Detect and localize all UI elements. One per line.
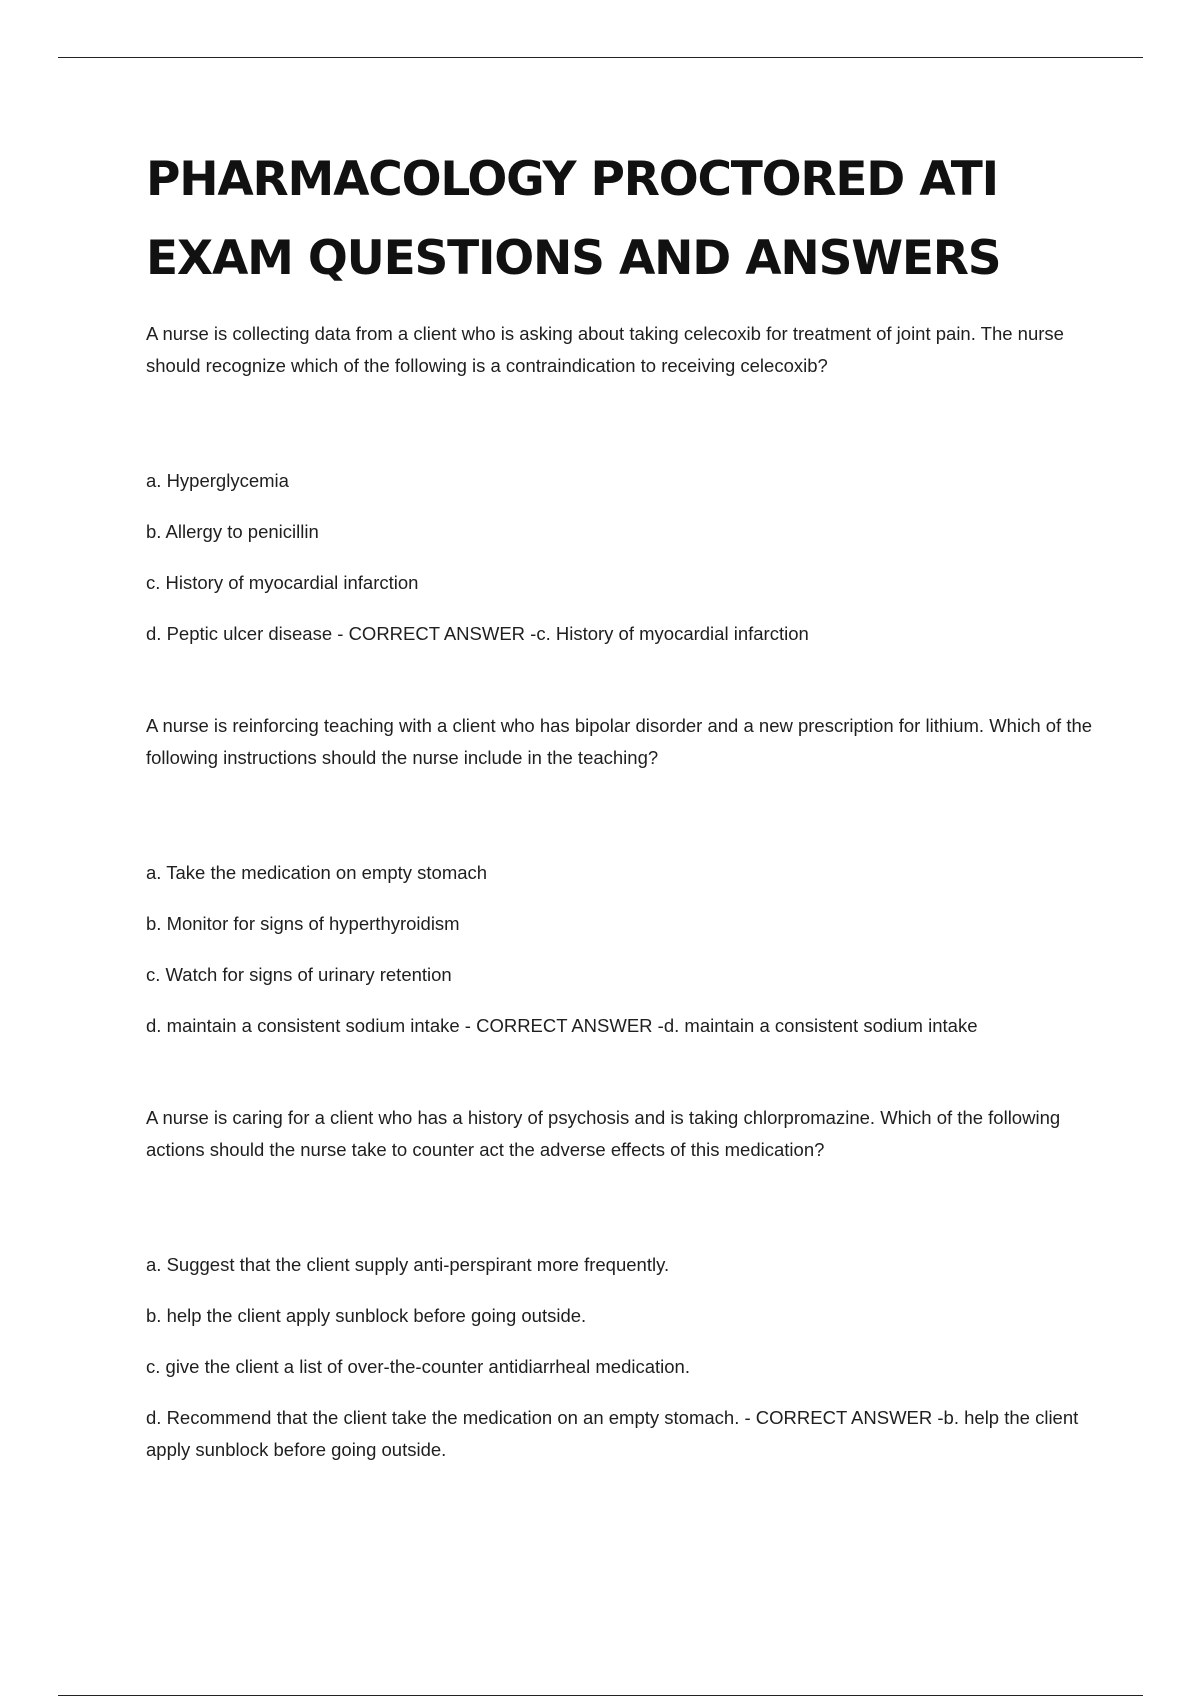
bottom-rule [58,1695,1143,1696]
question-block-3 [146,1102,1106,1466]
document-title [146,140,1106,298]
option-1c: c. History of myocardial infarction [146,572,419,593]
option-2d-with-answer: d. maintain a consistent sodium intake - CORRECT ANSWER -d. maintain a consistent sodium intake [146,1015,978,1036]
question-block-2 [146,710,1106,1042]
question-prompt-1: A nurse is collecting data from a client who is asking about taking celecoxib for treatment of joint pain. The nurse should recognize which of the following is a contraindication to receiving celecoxib? [146,323,1064,376]
option-3a: a. Suggest that the client supply anti-perspirant more frequently. [146,1254,670,1275]
question-options-3 [146,1249,1106,1466]
option-1d-with-answer: d. Peptic ulcer disease - CORRECT ANSWER -c. History of myocardial infarction [146,623,809,644]
option-2c: c. Watch for signs of urinary retention [146,964,452,985]
option-3d-with-answer: d. Recommend that the client take the medication on an empty stomach. - CORRECT ANSWER -b. help the client apply sunblock before going outside. [146,1407,1079,1460]
option-3c: c. give the client a list of over-the-counter antidiarrheal medication. [146,1356,690,1377]
question-prompt-2: A nurse is reinforcing teaching with a client who has bipolar disorder and a new prescription for lithium. Which of the following instructions should the nurse include in the teaching? [146,715,1093,768]
title-line-1: PHARMACOLOGY PROCTORED ATI [146,152,998,207]
title-line-2: EXAM QUESTIONS AND ANSWERS [146,231,1001,286]
question-options-2 [146,857,1106,1042]
option-2a: a. Take the medication on empty stomach [146,862,488,883]
question-prompt-3: A nurse is caring for a client who has a history of psychosis and is taking chlorpromazine. Which of the following actions should the nurse take to counter act the adverse effects of this medication? [146,1107,1061,1160]
option-1b: b. Allergy to penicillin [146,521,319,542]
option-2b: b. Monitor for signs of hyperthyroidism [146,913,460,934]
document-body [146,140,1106,1460]
question-block-1 [146,318,1106,650]
option-3b: b. help the client apply sunblock before going outside. [146,1305,587,1326]
question-options-1 [146,465,1106,650]
option-1a: a. Hyperglycemia [146,470,289,491]
top-rule [58,57,1143,58]
